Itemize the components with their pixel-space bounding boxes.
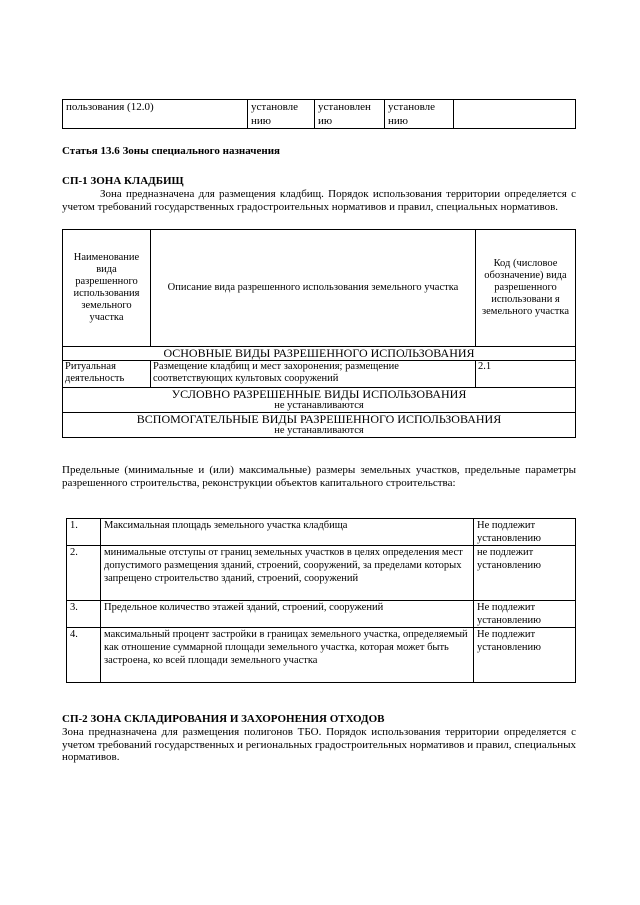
band-row (63, 388, 576, 413)
table-row (67, 519, 576, 546)
zone1-description: Зона предназначена для размещения кладбищ. Порядок использования территории определяется с учетом требований государственных градостроительных нормативов и правил, специальных нормативов. (62, 188, 576, 213)
band-row (63, 413, 576, 438)
table-cell: пользования (12.0) (63, 100, 248, 129)
header-use-name: Наименование вида разрешенного использования земельного участка (63, 230, 151, 347)
table-cell: установле нию (385, 100, 454, 129)
zone2-description: Зона предназначена для размещения полигонов ТБО. Порядок использования территории определяется с учетом требований государственных и региональных градостроительных нормативов и правил, специальных нормативов. (62, 726, 576, 763)
limits-intro: Предельные (минимальные и (или) максимальные) размеры земельных участков, предельные параметры разрешенного строительства, реконструкции объектов капитального строительства: (62, 464, 576, 489)
param-value: Не подлежит установлению (474, 519, 576, 546)
param-number: 1. (67, 519, 101, 546)
param-value: Не подлежит установлению (474, 601, 576, 628)
auxiliary-uses-note: не устанавливаются (274, 425, 364, 436)
param-number: 2. (67, 546, 101, 601)
param-text: максимальный процент застройки в границах земельного участка, определяемый как отношение суммарной площади земельного участка, которая может быть застроена, ко всей площади земельного участка (101, 628, 474, 683)
param-value: Не подлежит установлению (474, 628, 576, 683)
conditional-uses-band (63, 388, 576, 413)
article-title: Статья 13.6 Зоны специального назначения (62, 145, 280, 157)
conditional-uses-title: УСЛОВНО РАЗРЕШЕННЫЕ ВИДЫ ИСПОЛЬЗОВАНИЯ (171, 387, 467, 401)
table-cell (454, 100, 576, 129)
header-use-code: Код (числовое обозначение) вида разрешенного использовани я земельного участка (476, 230, 576, 347)
zone2-title: СП-2 ЗОНА СКЛАДИРОВАНИЯ И ЗАХОРОНЕНИЯ ОТХОДОВ (62, 713, 385, 725)
table-row (63, 361, 576, 388)
table-header-row (63, 230, 576, 347)
param-number: 4. (67, 628, 101, 683)
table-cell: установле нию (248, 100, 315, 129)
conditional-uses-note: не устанавливаются (274, 400, 364, 411)
param-value: не подлежит установлению (474, 546, 576, 601)
param-text: Предельное количество этажей зданий, строений, сооружений (101, 601, 474, 628)
param-text: Максимальная площадь земельного участка кладбища (101, 519, 474, 546)
table-row (67, 546, 576, 601)
zone1-title: СП-1 ЗОНА КЛАДБИЩ (62, 175, 184, 187)
permitted-uses-table (62, 229, 576, 438)
previous-table-continuation (62, 99, 576, 129)
band-row (63, 347, 576, 361)
table-cell: установлен ию (315, 100, 385, 129)
parameters-table (66, 518, 576, 683)
param-text: минимальные отступы от границ земельных участков в целях определения мест допустимого размещения зданий, строений, сооружений, за пределами которых запрещено строительство зданий, строений, сооружений (101, 546, 474, 601)
use-code: 2.1 (476, 361, 576, 388)
param-number: 3. (67, 601, 101, 628)
table-row (67, 628, 576, 683)
auxiliary-uses-title: ВСПОМОГАТЕЛЬНЫЕ ВИДЫ РАЗРЕШЕННОГО ИСПОЛЬЗОВАНИЯ (136, 412, 502, 426)
table-row (67, 601, 576, 628)
use-name: Ритуальная деятельность (63, 361, 151, 388)
header-use-description: Описание вида разрешенного использования земельного участка (151, 230, 476, 347)
main-uses-band: ОСНОВНЫЕ ВИДЫ РАЗРЕШЕННОГО ИСПОЛЬЗОВАНИЯ (63, 347, 576, 361)
table-row (63, 100, 576, 129)
auxiliary-uses-band (63, 413, 576, 438)
use-description: Размещение кладбищ и мест захоронения; размещение соответствующих культовых сооружений (151, 361, 476, 388)
